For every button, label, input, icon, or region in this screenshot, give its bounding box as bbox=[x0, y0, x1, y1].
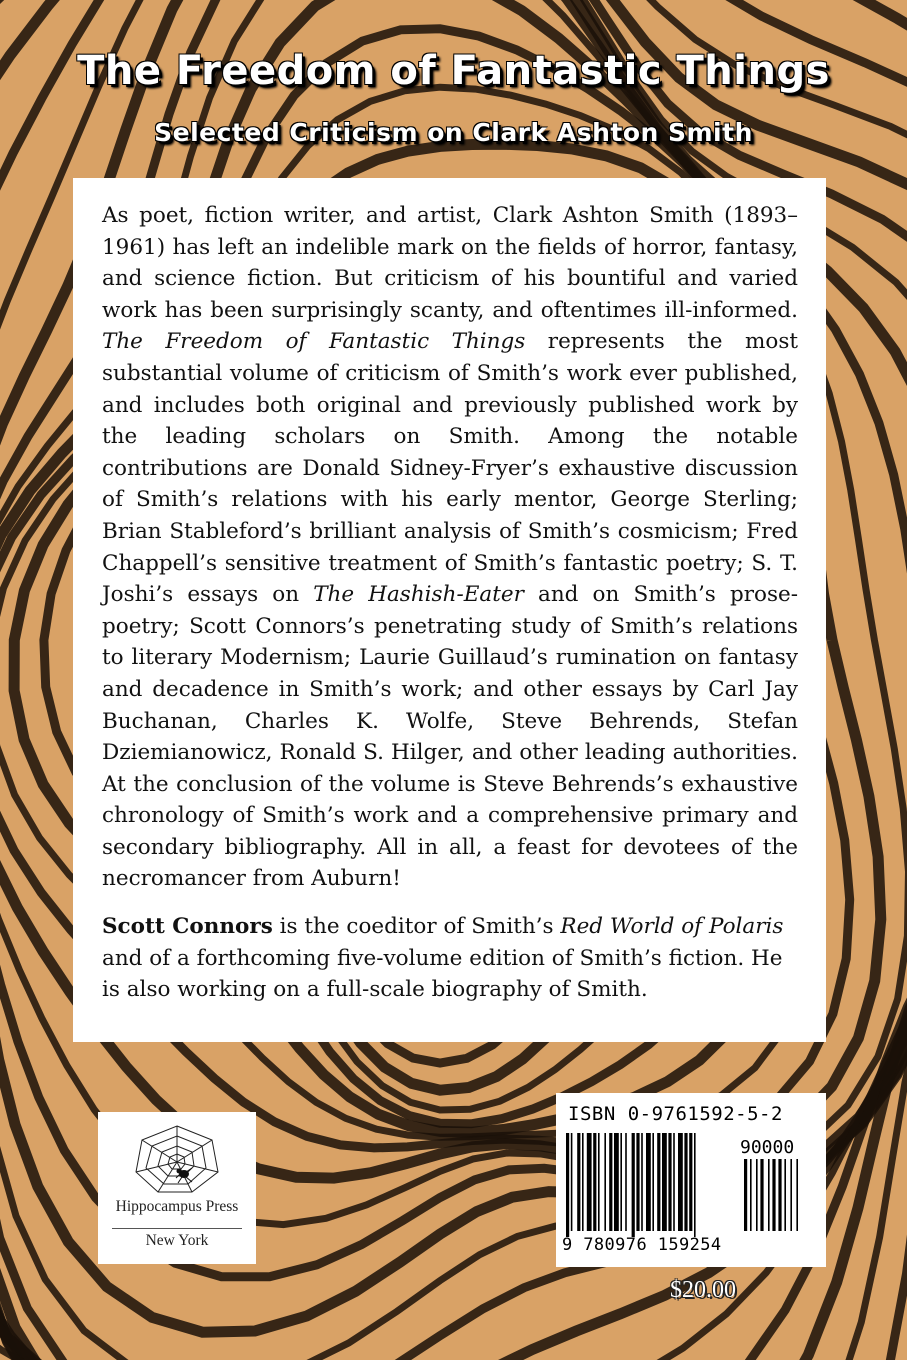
addon-bar bbox=[750, 1159, 752, 1231]
price: $20.00 bbox=[670, 1277, 736, 1303]
publisher-logo-box bbox=[98, 1112, 256, 1264]
barcode-bar bbox=[694, 1133, 696, 1237]
author-bio: Scott Connors is the coeditor of Smith’s Red World of Polaris and of a forthcoming five-volume edition of Smith’s fiction. He is also working on a full-scale biography of Smith. bbox=[102, 914, 784, 1003]
barcode-bar bbox=[678, 1133, 683, 1231]
author-name: Scott Connors bbox=[102, 914, 273, 940]
barcode-bar bbox=[582, 1133, 584, 1231]
addon-bar bbox=[768, 1159, 770, 1231]
barcode-bar bbox=[593, 1133, 596, 1231]
barcode-bar bbox=[598, 1133, 600, 1231]
spider-web-icon bbox=[132, 1122, 222, 1194]
description-panel bbox=[73, 178, 826, 1042]
barcode-bar bbox=[689, 1133, 692, 1231]
barcode-bar bbox=[625, 1133, 627, 1231]
barcode-bar bbox=[571, 1133, 573, 1231]
isbn-label: ISBN 0-9761592-5-2 bbox=[568, 1103, 783, 1125]
book-subtitle: Selected Criticism on Clark Ashton Smith bbox=[154, 118, 753, 147]
price-addon-code: 90000 bbox=[740, 1137, 795, 1158]
addon-bar bbox=[756, 1159, 758, 1231]
publisher-divider bbox=[112, 1228, 242, 1229]
barcode-bar bbox=[657, 1133, 660, 1231]
book-title-italic: The Freedom of Fantastic Things bbox=[102, 329, 526, 355]
barcode-bar bbox=[668, 1133, 671, 1231]
hashish-eater-italic: The Hashish-Eater bbox=[313, 582, 524, 608]
barcode-bar bbox=[662, 1133, 667, 1231]
barcode-bar bbox=[609, 1133, 612, 1231]
description-paragraph: As poet, fiction writer, and artist, Clark Ashton Smith (1893–1961) has left an indelible mark on the fields of horror, fantasy, and science fiction. But criticism of his bountiful and varied work has been surprisingly scanty, and oftentimes ill-informed. The Freedom of Fantastic Things represents the most substantial volume of criticism of Smith’s work ever published, and includes both original and previously published work by the leading scholars on Smith. Among the notable contributions are Donald Sidney-Fryer’s exhaustive discussion of Smith’s relations with his early mentor, George Sterling; Brian Stableford’s brilliant analysis of Smith’s cosmicism; Fred Chappell’s sensitive treatment of Smith’s fantastic poetry; S. T. Joshi’s essays on The Hashish-Eater and on Smith’s prose-poetry; Scott Connors’s penetrating study of Smith’s relations to literary Modernism; Laurie Guillaud’s rumination on fantasy and decadence in Smith’s work; and other essays by Carl Jay Buchanan, Charles K. Wolfe, Steve Behrends, Stefan Dziemianowicz, Ronald S. Hilger, and other leading authorities. At the conclusion of the volume is Steve Behrends’s exhaustive chronology of Smith’s work and a comprehensive primary and secondary bibliography. All in all, a feast for devotees of the necromancer from Auburn! bbox=[102, 203, 799, 892]
barcode-bar bbox=[673, 1133, 675, 1231]
addon-bar bbox=[796, 1159, 798, 1231]
barcode-bar bbox=[636, 1133, 639, 1231]
publisher-name: Hippocampus Press bbox=[115, 1198, 239, 1215]
barcode-panel bbox=[556, 1093, 826, 1267]
ean-digits: 9 780976 159254 bbox=[562, 1235, 722, 1255]
barcode-bar bbox=[566, 1133, 569, 1237]
addon-bar bbox=[778, 1159, 781, 1231]
barcode-bar bbox=[646, 1133, 651, 1231]
barcode-bar bbox=[641, 1133, 643, 1231]
barcode-bar bbox=[577, 1133, 580, 1231]
publisher-city: New York bbox=[145, 1232, 209, 1249]
barcode-bar bbox=[604, 1133, 606, 1231]
barcode-bar bbox=[684, 1133, 687, 1231]
addon-bar bbox=[784, 1159, 786, 1231]
addon-bar bbox=[772, 1159, 775, 1231]
addon-bar bbox=[760, 1159, 763, 1231]
barcode-bar bbox=[652, 1133, 654, 1231]
addon-bar bbox=[790, 1159, 792, 1231]
addon-bar bbox=[744, 1159, 747, 1231]
book-title: The Freedom of Fantastic Things bbox=[77, 48, 830, 94]
barcode-bar bbox=[587, 1133, 592, 1231]
barcode-bar bbox=[632, 1133, 635, 1237]
barcode-bar bbox=[620, 1133, 622, 1231]
barcode-bar bbox=[614, 1133, 619, 1231]
red-world-italic: Red World of Polaris bbox=[560, 914, 784, 940]
